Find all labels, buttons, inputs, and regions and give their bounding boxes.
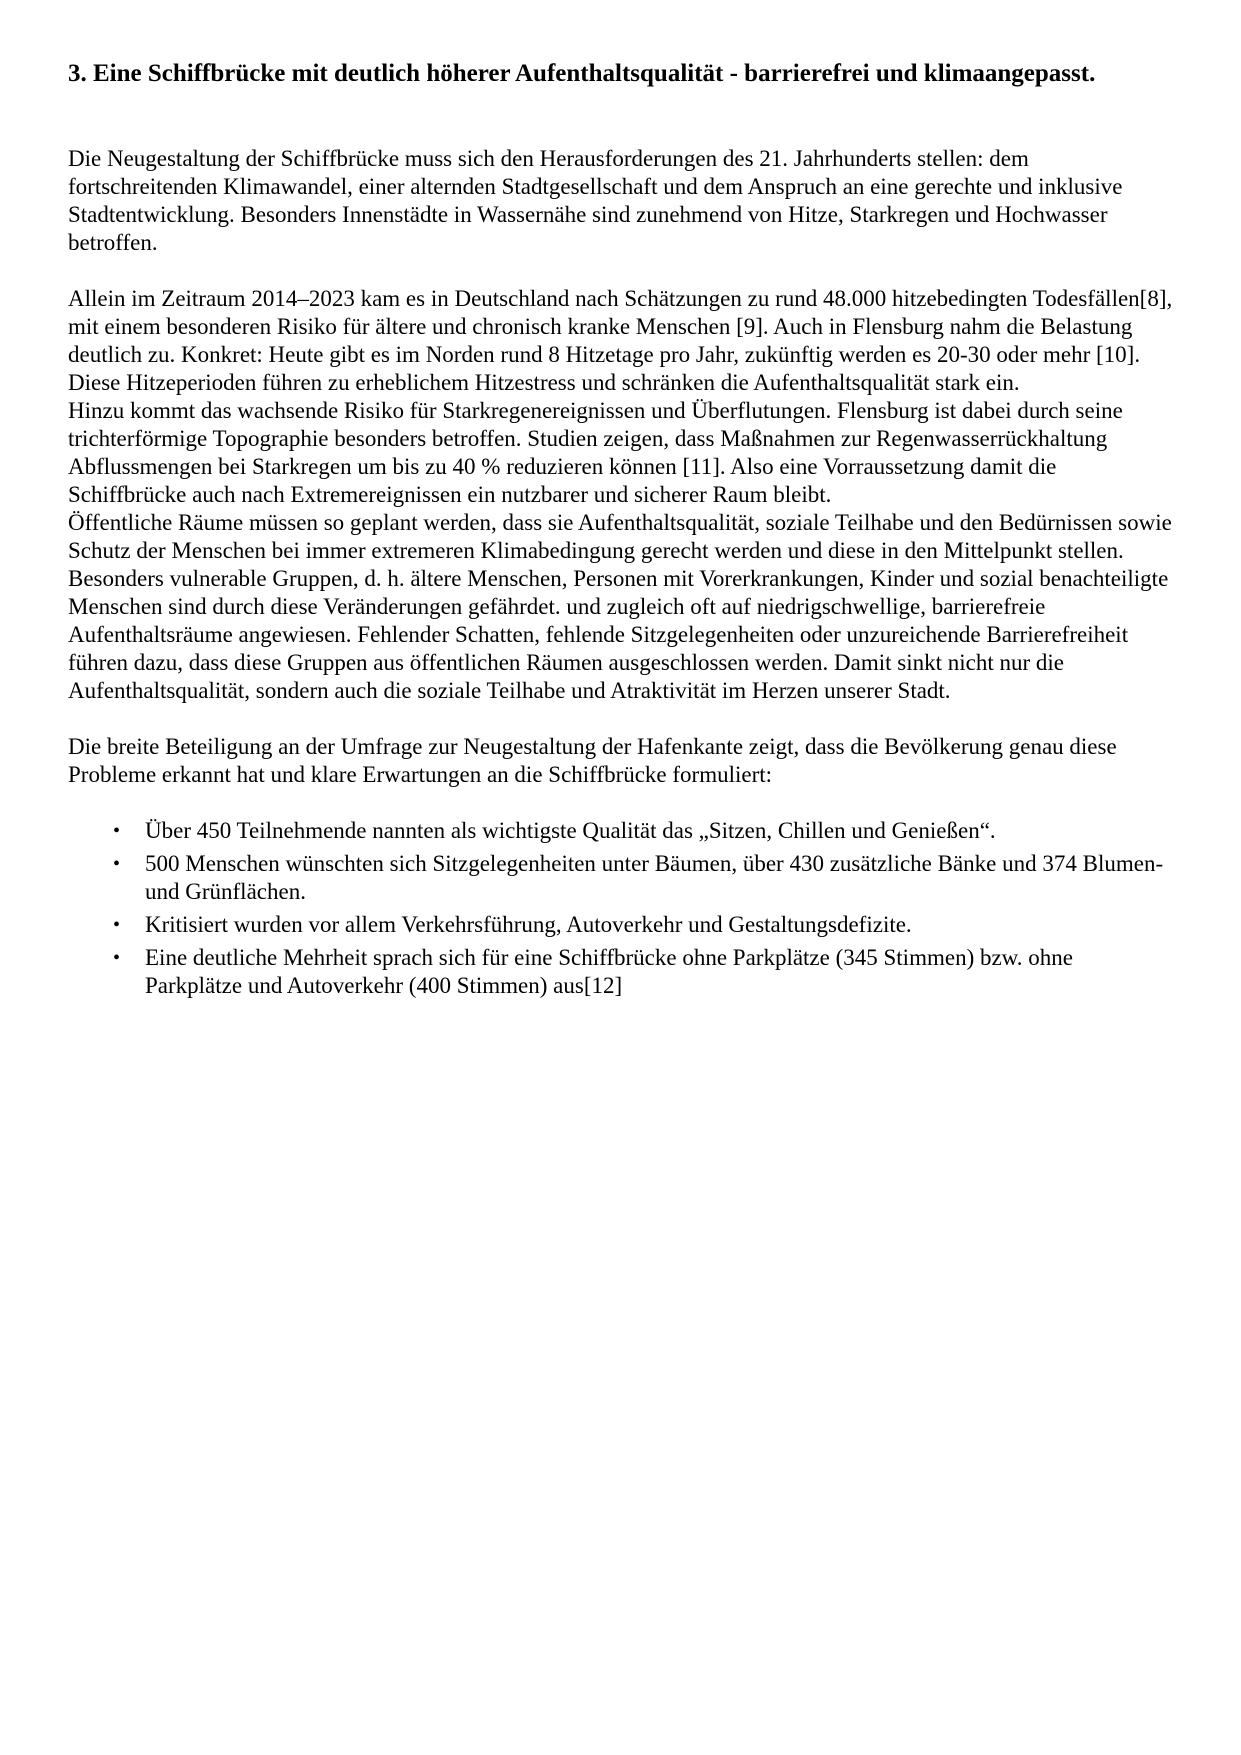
paragraph-vulnerable-groups: Besonders vulnerable Gruppen, d. h. ältere Menschen, Personen mit Vorerkrankungen, Kinder und sozial benachteiligte Menschen sind durch diese Veränderungen gefährdet. und zugleich oft auf niedrigschwellige, barrierefreie Aufenthaltsräume angewiesen. Fehlender Schatten, fehlende Sitzgelegenheiten oder unzureichende Barrierefreiheit führen dazu, dass diese Gruppen aus öffentlichen Räumen ausgeschlossen werden. Damit sinkt nicht nur die Aufenthaltsqualität, sondern auch die soziale Teilhabe und Atraktivität im Herzen unserer Stadt.: [68, 566, 1169, 703]
bullet-item-text: Kritisiert wurden vor allem Verkehrsführung, Autoverkehr und Gestaltungsdefizite.: [145, 912, 912, 937]
bullet-list: [68, 817, 1173, 1000]
paragraph-heat-deaths: Allein im Zeitraum 2014–2023 kam es in Deutschland nach Schätzungen zu rund 48.000 hitzebedingten Todesfällen[8], mit einem besonderen Risiko für ältere und chronisch kranke Menschen [9]. Auch in Flensburg nahm die Belastung deutlich zu. Konkret: Heute gibt es im Norden rund 8 Hitzetage pro Jahr, zukünftig werden es 20-30 oder mehr [10]. Diese Hitzeperioden führen zu erheblichem Hitzestress und schränken die Aufenthaltsqualität stark ein.: [68, 286, 1173, 395]
bullet-item: [68, 850, 1173, 906]
bullet-item-text: Eine deutliche Mehrheit sprach sich für eine Schiffbrücke ohne Parkplätze (345 Stimmen) bzw. ohne Parkplätze und Autoverkehr (400 Stimmen) aus[12]: [145, 945, 1074, 998]
paragraph-survey-intro: Die breite Beteiligung an der Umfrage zur Neugestaltung der Hafenkante zeigt, dass die Bevölkerung genau diese Probleme erkannt hat und klare Erwartungen an die Schiffbrücke formuliert:: [68, 734, 1117, 787]
section-heading: 3. Eine Schiffbrücke mit deutlich höherer Aufenthaltsqualität - barrierefrei und klimaangepasst.: [68, 60, 1096, 87]
bullet-item-text: 500 Menschen wünschten sich Sitzgelegenheiten unter Bäumen, über 430 zusätzliche Bänke und 374 Blumen- und Grünflächen.: [145, 851, 1164, 904]
paragraph-public-spaces: Öffentliche Räume müssen so geplant werden, dass sie Aufenthaltsqualität, soziale Teilhabe und den Bedürnissen sowie Schutz der Menschen bei immer extremeren Klimabedingung gerecht werden und diese in den Mittelpunkt stellen.: [68, 510, 1172, 563]
paragraph-intro: Die Neugestaltung der Schiffbrücke muss sich den Herausforderungen des 21. Jahrhunderts stellen: dem fortschreitenden Klimawandel, einer alternden Stadtgesellschaft und dem Anspruch an eine gerechte und inklusive Stadtentwicklung. Besonders Innenstädte in Wassernähe sind zunehmend von Hitze, Starkregen und Hochwasser betroffen.: [68, 146, 1123, 255]
bullet-item: [68, 911, 1173, 939]
bullet-item: [68, 817, 1173, 845]
paragraph-heavy-rain: Hinzu kommt das wachsende Risiko für Starkregenereignissen und Überflutungen. Flensburg ist dabei durch seine trichterförmige Topographie besonders betroffen. Studien zeigen, dass Maßnahmen zur Regenwasserrückhaltung Abflussmengen bei Starkregen um bis zu 40 % reduzieren können [11]. Also eine Vorraussetzung damit die Schiffbrücke auch nach Extremereignissen ein nutzbarer und sicherer Raum bleibt.: [68, 398, 1123, 507]
bullet-item: [68, 944, 1173, 1000]
document-body: [68, 145, 1173, 1000]
bullet-item-text: Über 450 Teilnehmende nannten als wichtigste Qualität das „Sitzen, Chillen und Genießen“.: [145, 818, 996, 843]
